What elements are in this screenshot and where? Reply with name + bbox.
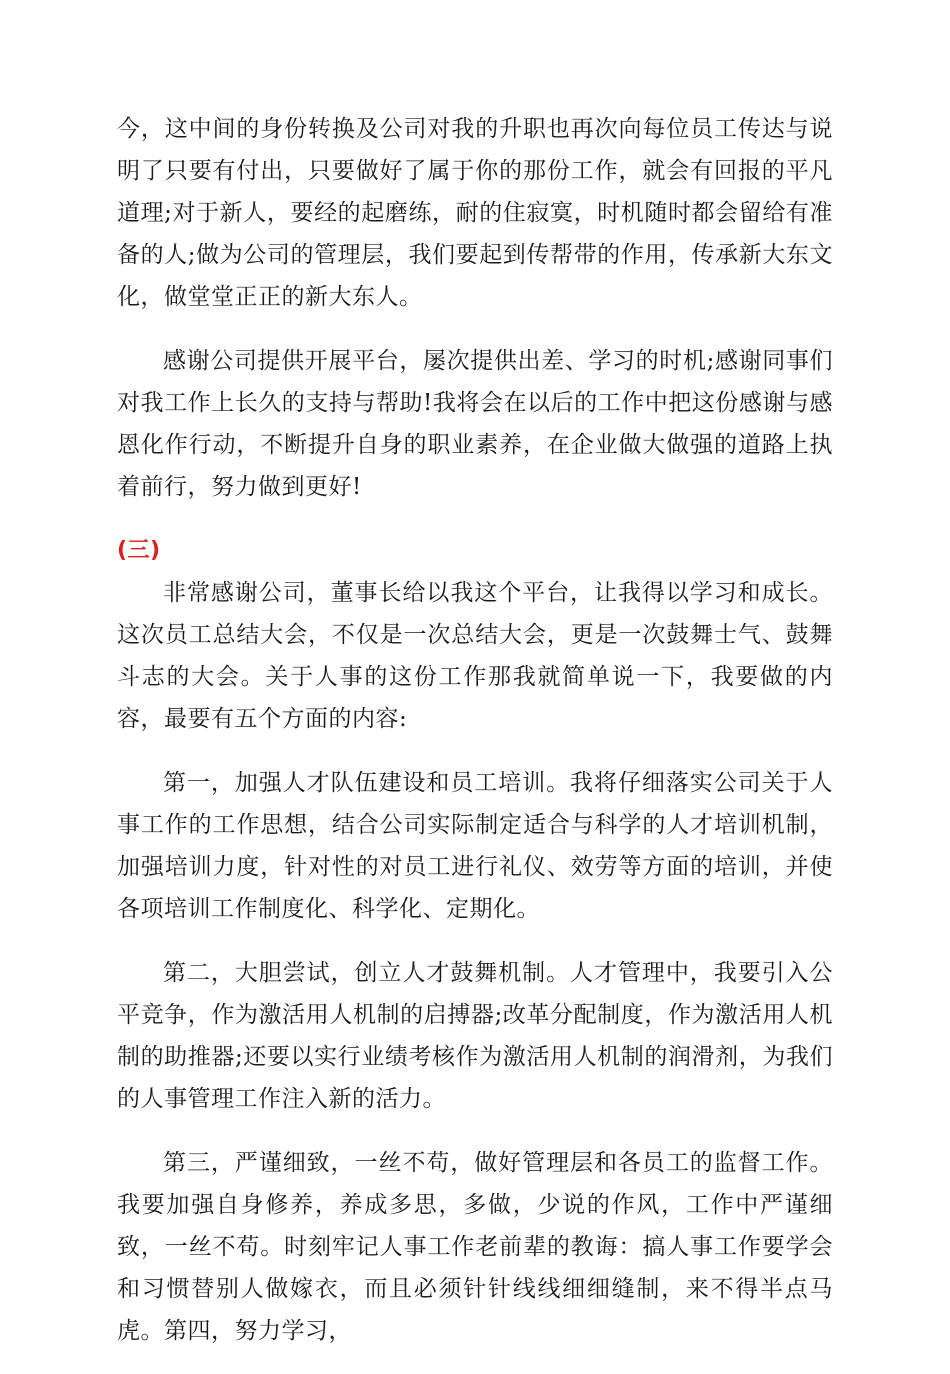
paragraph-point-one: 第一，加强人才队伍建设和员工培训。我将仔细落实公司关于人事工作的工作思想，结合公司实际制定适合与科学的人才培训机制，加强培训力度，针对性的对员工进行礼仪、效劳等方面的培训，并使各项培训工作制度化、科学化、定期化。 bbox=[117, 770, 833, 922]
paragraph-continuation: 今，这中间的身份转换及公司对我的升职也再次向每位员工传达与说明了只要有付出，只要做好了属于你的那份工作，就会有回报的平凡道理;对于新人，要经的起磨练，耐的住寂寞，时机随时都会留给有准备的人;做为公司的管理层，我们要起到传帮带的作用，传承新大东文化，做堂堂正正的新大东人。 bbox=[117, 116, 833, 310]
paragraph-point-two: 第二，大胆尝试，创立人才鼓舞机制。人才管理中，我要引入公平竞争，作为激活用人机制的启搏器;改革分配制度，作为激活用人机制的助推器;还要以实行业绩考核作为激活用人机制的润滑剂，为我们的人事管理工作注入新的活力。 bbox=[117, 960, 833, 1112]
paragraph-thanks: 感谢公司提供开展平台，屡次提供出差、学习的时机;感谢同事们对我工作上长久的支持与帮助!我将会在以后的工作中把这份感谢与感恩化作行动，不断提升自身的职业素养，在企业做大做强的道路上执着前行，努力做到更好! bbox=[117, 348, 833, 500]
paragraph-point-three: 第三，严谨细致，一丝不苟，做好管理层和各员工的监督工作。我要加强自身修养，养成多思，多做，少说的作风，工作中严谨细致，一丝不苟。时刻牢记人事工作老前辈的教诲：搞人事工作要学会和习惯替别人做嫁衣，而且必须针针线线细细缝制，来不得半点马虎。第四，努力学习， bbox=[117, 1150, 833, 1344]
paragraph-intro: 非常感谢公司，董事长给以我这个平台，让我得以学习和成长。这次员工总结大会，不仅是一次总结大会，更是一次鼓舞士气、鼓舞斗志的大会。关于人事的这份工作那我就简单说一下，我要做的内容，最要有五个方面的内容: bbox=[117, 580, 833, 732]
section-heading-three: (三) bbox=[117, 538, 161, 563]
document-page bbox=[117, 108, 833, 1374]
